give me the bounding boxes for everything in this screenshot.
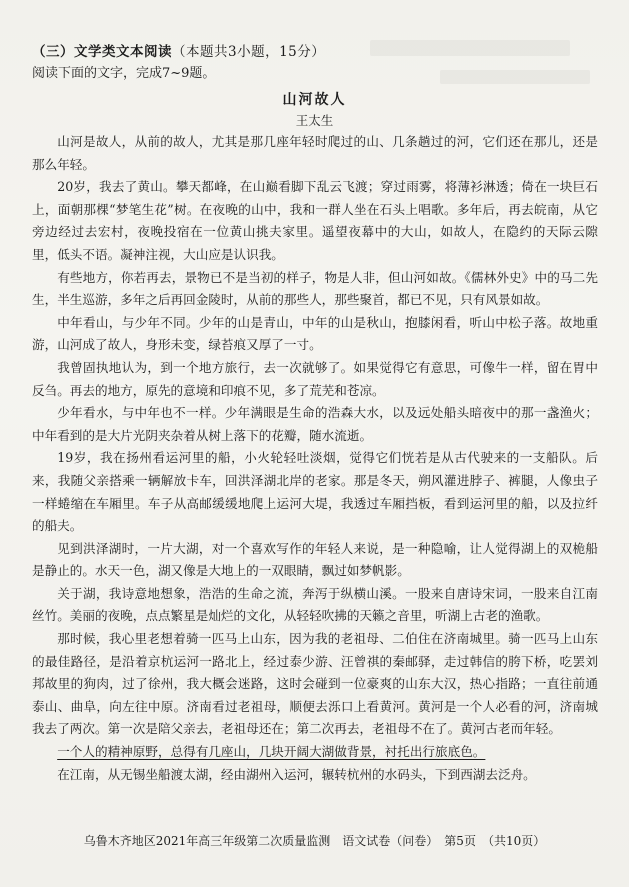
paragraph: 在江南，从无锡坐船渡太湖，经由湖州入运河，辗转杭州的水码头，下到西湖去泛舟。 bbox=[57, 766, 536, 782]
paragraph: 关于湖，我诗意地想象，浩浩的生命之流，奔泻于纵横山溪。一股来自唐诗宋词，一股来自江南丝竹。美丽的夜晚，点点繁星是灿烂的文化，从轻轻吹拂的天籁之音里，听湖上古老的渔歌。 bbox=[32, 585, 598, 624]
article-title: 山河故人 bbox=[282, 92, 347, 108]
show-through-smudge bbox=[440, 70, 590, 84]
article-author: 王太生 bbox=[295, 113, 334, 128]
paragraph: 见到洪泽湖时，一片大湖，对一个喜欢写作的年轻人来说，是一种隐喻，让人觉得湖上的双桅船是静止的。水天一色，湖又像是大地上的一双眼睛，飘过如梦帆影。 bbox=[32, 540, 598, 579]
page-footer: 乌鲁木齐地区2021年高三年级第二次质量监测 语文试卷（问卷） 第5页 （共10页） bbox=[83, 834, 546, 848]
paragraph: 那时候，我心里老想着骑一匹马上山东，因为我的老祖母、二伯住在济南城里。骑一匹马上山东的最佳路径，是沿着京杭运河一路北上，经过泰少游、汪曾祺的秦邮驿，走过韩信的胯下桥，吃罢刘邦故里的狗肉，过了徐州，我大概会迷路，这时会碰到一位豪爽的山东大汉，热心指路；一直往前通泰山、曲阜，向左往中原。济南看过老祖母，顺便去泺口上看黄河。黄河是一个人必看的河，济南城我去了两次。第一次是陪父亲去，老祖母还在；第二次再去，老祖母不在了。黄河古老而年轻。 bbox=[32, 631, 598, 737]
show-through-smudge bbox=[370, 40, 570, 56]
underlined-paragraph bbox=[32, 741, 598, 764]
instruction-text: 阅读下面的文字，完成7~9题。 bbox=[32, 66, 216, 81]
underlined-sentence: 一个人的精神原野，总得有几座山，几块开阔大湖做背景，衬托出行旅底色。 bbox=[57, 744, 486, 760]
paragraph: 中年看山，与少年不同。少年的山是青山，中年的山是秋山，抱膝闲看，听山中松子落。故地重游，山河成了故人，身形未变，绿苔痕又厚了一寸。 bbox=[32, 314, 598, 353]
paragraph: 20岁，我去了黄山。攀天都峰，在山巅看脚下乱云飞渡；穿过雨雾，将薄衫淋透；倚在一块巨石上，面朝那棵“梦笔生花”树。在夜晚的山中，我和一群人坐在石头上唱歌。多年后，再去皖南，从它旁边经过去宏村，夜晚投宿在一位黄山挑夫家里。遥望夜幕中的大山，如故人，在隐约的天际云隙里，低头不语。凝神注视，大山应是认识我。 bbox=[32, 179, 598, 262]
article-body bbox=[32, 131, 598, 786]
paragraph: 少年看水，与中年也不一样。少年满眼是生命的浩森大水，以及远处船头暗夜中的那一盏渔火；中年看到的是大片光阴夹杂着从树上落下的花瓣，随水流逝。 bbox=[32, 405, 598, 443]
section-heading bbox=[32, 40, 325, 60]
paragraph: 我曾固执地认为，到一个地方旅行，去一次就够了。如果觉得它有意思，可像牛一样，留在胃中反刍。再去的地方，原先的意境和印痕不见，多了荒芜和苍凉。 bbox=[32, 359, 598, 398]
section-note: （本题共3小题，15分） bbox=[172, 44, 326, 60]
paragraph: 有些地方，你若再去，景物已不是当初的样子，物是人非，但山河如故。《儒林外史》中的马二先生，半生巡游，多年之后再回金陵时，从前的那些人，那些聚首，都已不见，只有风景如故。 bbox=[32, 269, 598, 308]
paragraph: 19岁，我在扬州看运河里的船，小火轮轻吐淡烟，觉得它们恍若是从古代驶来的一支船队。后来，我随父亲搭乘一辆解放卡车，回洪泽湖北岸的老家。那是冬天，朔风灌进脖子、裤腿，人像虫子一样蜷缩在车厢里。车子从高邮缓缓地爬上运河大堤，我透过车厢挡板，看到运河里的船，以及拉纤的船夫。 bbox=[32, 450, 598, 534]
paragraph: 山河是故人，从前的故人，尤其是那几座年轻时爬过的山、几条趟过的河，它们还在那儿，还是那么年轻。 bbox=[32, 134, 598, 172]
section-label: （三）文学类文本阅读 bbox=[32, 44, 172, 60]
